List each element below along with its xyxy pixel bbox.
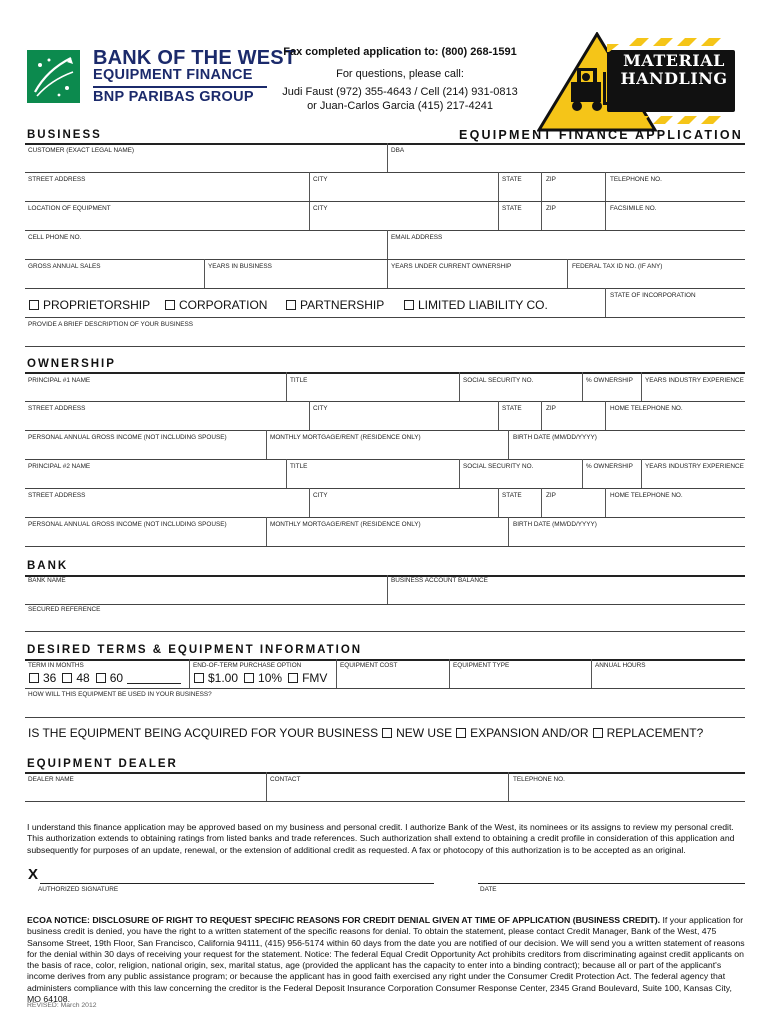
principal2-experience-label: YEARS INDUSTRY EXPERIENCE bbox=[645, 463, 744, 470]
principal2-mortgage-label: MONTHLY MORTGAGE/RENT (RESIDENCE ONLY) bbox=[270, 521, 421, 528]
equipment-cost-label: EQUIPMENT COST bbox=[340, 662, 398, 669]
dealer-name-label: DEALER NAME bbox=[28, 776, 74, 783]
term-36-checkbox[interactable] bbox=[29, 673, 39, 683]
term-48-checkbox[interactable] bbox=[62, 673, 72, 683]
cell-divider bbox=[309, 488, 310, 517]
section-rule bbox=[25, 575, 745, 577]
row-rule bbox=[25, 401, 745, 402]
entity-llc[interactable] bbox=[404, 298, 548, 312]
ecoa-notice-body: If your application for business credit is denied, you have the right to a written statement of the specific reasons for denial. To obtain the statement, please contact Credit Manager, Bank of the West, 475 Sansome Street, 19th Floor, San Francisco, California 94111, (415) 956-5174 within 60 days from the date you are notified of our decision. We will send you a written statement of reasons for the denial within 30 days of receiving your request for the statement. Notice: The federal Equal Credit Opportunity Act prohibits creditors from discriminating against credit applicants on the basis of race, color, religion, national origin, sex, marital status, age (provided the applicant has the capacity to enter into a binding contract); because all or part of the applicant's income derives from any public assistance program; or because the applicant has in good faith exercised any right under the Consumer Credit Protection Act. The federal agency that administers compliance with this law concerning the creditor is the Federal Deposit Insurance Corporation Consumer Response Center, 2345 Grand Boulevard, Suite 100, Kansas City, MO 64108. bbox=[27, 915, 745, 1005]
principal1-birth-label: BIRTH DATE (MM/DD/YYYY) bbox=[513, 434, 597, 441]
cell-divider bbox=[498, 401, 499, 430]
principal2-state-label: STATE bbox=[502, 492, 522, 499]
brand-divider bbox=[93, 86, 267, 88]
cell-divider bbox=[309, 401, 310, 430]
principal2-name-label: PRINCIPAL #2 NAME bbox=[28, 463, 91, 470]
cell-divider bbox=[204, 259, 205, 288]
purchase-fmv-checkbox[interactable] bbox=[288, 673, 298, 683]
cell-divider bbox=[508, 772, 509, 801]
gross-sales-label: GROSS ANNUAL SALES bbox=[28, 263, 101, 270]
principal2-income-label: PERSONAL ANNUAL GROSS INCOME (NOT INCLUDING SPOUSE) bbox=[28, 521, 227, 528]
cell-divider bbox=[286, 459, 287, 488]
business-city-label: CITY bbox=[313, 176, 328, 183]
equipment-type-label: EQUIPMENT TYPE bbox=[453, 662, 510, 669]
expansion-label: EXPANSION AND/OR bbox=[470, 726, 589, 740]
corporation-label: CORPORATION bbox=[179, 298, 268, 312]
row-rule bbox=[25, 201, 745, 202]
row-rule bbox=[25, 259, 745, 260]
secured-reference-label: SECURED REFERENCE bbox=[28, 606, 101, 613]
row-rule bbox=[25, 346, 745, 347]
expansion-checkbox[interactable] bbox=[456, 728, 466, 738]
page-title: EQUIPMENT FINANCE APPLICATION bbox=[459, 128, 743, 142]
principal2-title-label: TITLE bbox=[290, 463, 308, 470]
cell-divider bbox=[541, 488, 542, 517]
partnership-checkbox[interactable] bbox=[286, 300, 296, 310]
contact-line-2: or Juan-Carlos Garcia (415) 217-4241 bbox=[307, 100, 493, 112]
entity-partnership[interactable] bbox=[286, 298, 384, 312]
signature-line[interactable] bbox=[40, 883, 434, 884]
principal1-pct-label: % OWNERSHIP bbox=[586, 377, 633, 384]
principal1-street-label: STREET ADDRESS bbox=[28, 405, 86, 412]
years-ownership-label: YEARS UNDER CURRENT OWNERSHIP bbox=[391, 263, 512, 270]
state-incorporation-label: STATE OF INCORPORATION bbox=[610, 292, 696, 299]
llc-label: LIMITED LIABILITY CO. bbox=[418, 298, 548, 312]
brand-division: EQUIPMENT FINANCE bbox=[93, 67, 253, 83]
purchase-option-label: END-OF-TERM PURCHASE OPTION bbox=[193, 662, 302, 669]
cell-divider bbox=[541, 401, 542, 430]
cell-divider bbox=[641, 459, 642, 488]
purchase-1-checkbox[interactable] bbox=[194, 673, 204, 683]
bank-name-label: BANK NAME bbox=[28, 577, 66, 584]
principal2-pct-label: % OWNERSHIP bbox=[586, 463, 633, 470]
cell-divider bbox=[336, 659, 337, 688]
terms-heading: DESIRED TERMS & EQUIPMENT INFORMATION bbox=[27, 644, 363, 656]
proprietorship-checkbox[interactable] bbox=[29, 300, 39, 310]
row-rule bbox=[25, 631, 745, 632]
cell-divider bbox=[582, 372, 583, 401]
business-description-label: PROVIDE A BRIEF DESCRIPTION OF YOUR BUSINESS bbox=[28, 321, 194, 328]
cell-divider bbox=[605, 288, 606, 317]
principal1-experience-label: YEARS INDUSTRY EXPERIENCE bbox=[645, 377, 744, 384]
bank-heading: BANK bbox=[27, 560, 69, 572]
principal1-ssn-label: SOCIAL SECURITY NO. bbox=[463, 377, 534, 384]
replacement-label: REPLACEMENT? bbox=[606, 726, 704, 740]
partnership-label: PARTNERSHIP bbox=[300, 298, 385, 312]
cell-divider bbox=[567, 259, 568, 288]
badge-line-2: HANDLING bbox=[620, 69, 728, 88]
section-rule bbox=[25, 659, 745, 661]
authorized-signature-label: AUTHORIZED SIGNATURE bbox=[38, 886, 119, 893]
years-in-business-label: YEARS IN BUSINESS bbox=[208, 263, 272, 270]
authorization-statement: I understand this finance application may be approved based on my business and personal credit. I authorize Bank of the West, its nominees or its assigns to review my personal credit. This authorization extends to obtaining ratings from listed banks and trade references. Such authorization shall extend to obtaining a credit profile in consideration of this application and subsequently for purposes of an update, renewal, or the extension of additional credit as requested. A fax or photocopy of this authorization is to be accepted as an original. bbox=[27, 822, 735, 855]
row-rule bbox=[25, 801, 745, 802]
row-rule bbox=[25, 317, 745, 318]
principal1-city-label: CITY bbox=[313, 405, 328, 412]
date-line[interactable] bbox=[478, 883, 745, 884]
signature-mark: X bbox=[28, 866, 39, 883]
cell-divider bbox=[387, 143, 388, 172]
cell-divider bbox=[449, 659, 450, 688]
cell-divider bbox=[591, 659, 592, 688]
term-other-line[interactable] bbox=[127, 673, 181, 684]
corporation-checkbox[interactable] bbox=[165, 300, 175, 310]
row-rule bbox=[25, 430, 745, 431]
term-36-label: 36 bbox=[43, 671, 57, 685]
row-rule bbox=[25, 604, 745, 605]
principal1-home-phone-label: HOME TELEPHONE NO. bbox=[610, 405, 683, 412]
ecoa-notice-heading: ECOA NOTICE: DISCLOSURE OF RIGHT TO REQUEST SPECIFIC REASONS FOR CREDIT DENIAL GIVEN AT TIME OF APPLICATION (BUSINESS CREDIT). bbox=[27, 915, 661, 925]
customer-name-label: CUSTOMER (EXACT LEGAL NAME) bbox=[28, 147, 135, 154]
cell-divider bbox=[508, 430, 509, 459]
star-burst-icon bbox=[27, 50, 80, 103]
annual-hours-label: ANNUAL HOURS bbox=[595, 662, 646, 669]
entity-corporation[interactable] bbox=[165, 298, 267, 312]
acquisition-question bbox=[28, 726, 703, 740]
term-60-label: 60 bbox=[109, 671, 124, 685]
cell-divider bbox=[498, 488, 499, 517]
principal1-income-label: PERSONAL ANNUAL GROSS INCOME (NOT INCLUDING SPOUSE) bbox=[28, 434, 227, 441]
ownership-heading: OWNERSHIP bbox=[27, 358, 116, 370]
cell-divider bbox=[266, 430, 267, 459]
equipment-usage-label: HOW WILL THIS EQUIPMENT BE USED IN YOUR BUSINESS? bbox=[28, 691, 212, 698]
proprietorship-label: PROPRIETORSHIP bbox=[43, 298, 151, 312]
account-balance-label: BUSINESS ACCOUNT BALANCE bbox=[391, 577, 488, 584]
ecoa-notice bbox=[27, 915, 745, 1005]
brand-group: BNP PARIBAS GROUP bbox=[93, 89, 254, 105]
section-rule bbox=[25, 143, 745, 145]
row-rule bbox=[25, 488, 745, 489]
cell-divider bbox=[459, 372, 460, 401]
dealer-telephone-label: TELEPHONE NO. bbox=[513, 776, 565, 783]
purchase-fmv-label: FMV bbox=[302, 671, 328, 685]
llc-checkbox[interactable] bbox=[404, 300, 414, 310]
location-city-label: CITY bbox=[313, 205, 328, 212]
principal2-city-label: CITY bbox=[313, 492, 328, 499]
principal1-state-label: STATE bbox=[502, 405, 522, 412]
business-telephone-label: TELEPHONE NO. bbox=[610, 176, 662, 183]
cell-divider bbox=[459, 459, 460, 488]
cell-divider bbox=[605, 488, 606, 517]
term-48-label: 48 bbox=[76, 671, 90, 685]
principal1-zip-label: ZIP bbox=[546, 405, 556, 412]
cell-divider bbox=[286, 372, 287, 401]
dealer-heading: EQUIPMENT DEALER bbox=[27, 758, 178, 770]
fax-instructions: Fax completed application to: (800) 268-1591 bbox=[283, 46, 517, 58]
email-label: EMAIL ADDRESS bbox=[391, 234, 443, 241]
business-street-label: STREET ADDRESS bbox=[28, 176, 86, 183]
questions-line: For questions, please call: bbox=[336, 68, 464, 80]
cell-divider bbox=[387, 575, 388, 604]
cell-divider bbox=[189, 659, 190, 688]
badge-label bbox=[612, 52, 736, 88]
new-use-checkbox[interactable] bbox=[382, 728, 392, 738]
principal2-birth-label: BIRTH DATE (MM/DD/YYYY) bbox=[513, 521, 597, 528]
new-use-label: NEW USE bbox=[396, 726, 453, 740]
brand-name: BANK OF THE WEST bbox=[93, 47, 297, 69]
term-options bbox=[29, 671, 181, 685]
cell-divider bbox=[582, 459, 583, 488]
principal2-street-label: STREET ADDRESS bbox=[28, 492, 86, 499]
cell-divider bbox=[508, 517, 509, 546]
badge-line-1: MATERIAL bbox=[623, 51, 725, 70]
row-rule bbox=[25, 459, 745, 460]
dealer-contact-label: CONTACT bbox=[270, 776, 301, 783]
term-months-label: TERM IN MONTHS bbox=[28, 662, 84, 669]
row-rule bbox=[25, 517, 745, 518]
purchase-10pct-label: 10% bbox=[258, 671, 283, 685]
principal1-mortgage-label: MONTHLY MORTGAGE/RENT (RESIDENCE ONLY) bbox=[270, 434, 421, 441]
location-zip-label: ZIP bbox=[546, 205, 556, 212]
section-rule bbox=[25, 772, 745, 774]
cell-phone-label: CELL PHONE NO. bbox=[28, 234, 82, 241]
revision-date: REVISED: March 2012 bbox=[27, 1002, 97, 1009]
cell-divider bbox=[641, 372, 642, 401]
row-rule bbox=[25, 172, 745, 173]
cell-divider bbox=[605, 401, 606, 430]
business-heading: BUSINESS bbox=[27, 129, 102, 141]
principal2-ssn-label: SOCIAL SECURITY NO. bbox=[463, 463, 534, 470]
principal2-zip-label: ZIP bbox=[546, 492, 556, 499]
term-60-checkbox[interactable] bbox=[96, 673, 106, 683]
cell-divider bbox=[266, 517, 267, 546]
row-rule bbox=[25, 688, 745, 689]
business-zip-label: ZIP bbox=[546, 176, 556, 183]
row-rule bbox=[25, 546, 745, 547]
row-rule bbox=[25, 717, 745, 718]
date-label: DATE bbox=[480, 886, 497, 893]
location-state-label: STATE bbox=[502, 205, 522, 212]
principal2-home-phone-label: HOME TELEPHONE NO. bbox=[610, 492, 683, 499]
tax-id-label: FEDERAL TAX ID NO. (IF ANY) bbox=[572, 263, 663, 270]
replacement-checkbox[interactable] bbox=[593, 728, 603, 738]
business-state-label: STATE bbox=[502, 176, 522, 183]
row-rule bbox=[25, 288, 745, 289]
cell-divider bbox=[266, 772, 267, 801]
dba-label: DBA bbox=[391, 147, 405, 154]
bank-logo-mark bbox=[27, 50, 80, 103]
principal1-name-label: PRINCIPAL #1 NAME bbox=[28, 377, 91, 384]
equipment-location-label: LOCATION OF EQUIPMENT bbox=[28, 205, 111, 212]
acquisition-question-text: IS THE EQUIPMENT BEING ACQUIRED FOR YOUR BUSINESS bbox=[28, 726, 379, 740]
section-rule bbox=[25, 372, 745, 374]
entity-proprietorship[interactable] bbox=[29, 298, 150, 312]
principal1-title-label: TITLE bbox=[290, 377, 308, 384]
contact-line-1: Judi Faust (972) 355-4643 / Cell (214) 931-0813 bbox=[282, 86, 518, 98]
purchase-1-label: $1.00 bbox=[208, 671, 239, 685]
facsimile-label: FACSIMILE NO. bbox=[610, 205, 657, 212]
purchase-options bbox=[194, 671, 327, 685]
purchase-10pct-checkbox[interactable] bbox=[244, 673, 254, 683]
row-rule bbox=[25, 230, 745, 231]
